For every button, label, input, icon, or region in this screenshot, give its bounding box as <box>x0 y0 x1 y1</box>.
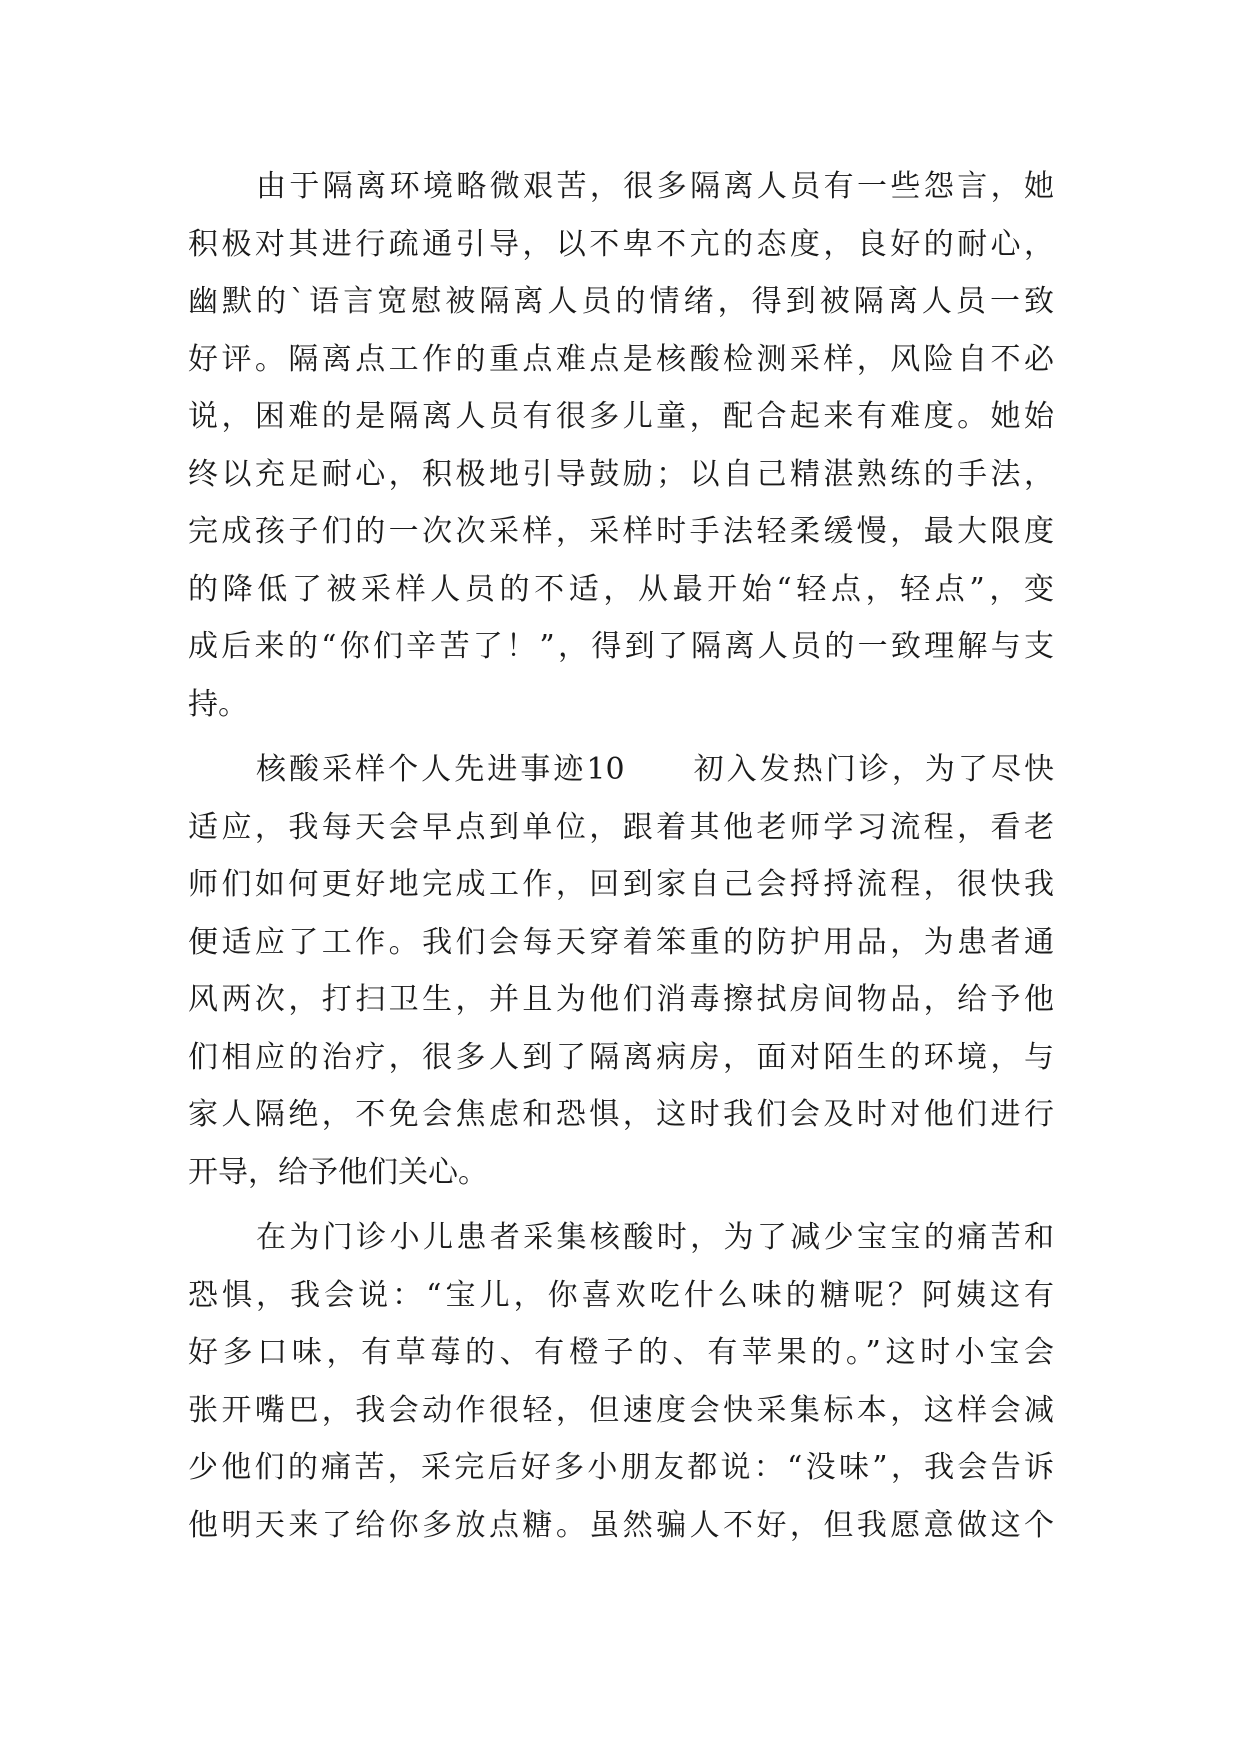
text-line: 便适应了工作。我们会每天穿着笨重的防护用品，为患者通 <box>188 924 1054 960</box>
text-line: 说，困难的是隔离人员有很多儿童，配合起来有难度。她始 <box>188 399 1054 434</box>
text-line: 他明天来了给你多放点糖。虽然骗人不好，但我愿意做这个 <box>188 1507 1054 1543</box>
text-line: 师们如何更好地完成工作，回到家自己会捋捋流程，很快我 <box>188 867 1054 902</box>
paragraph-3 <box>188 1209 1054 1554</box>
text-line: 张开嘴巴，我会动作很轻，但速度会快采集标本，这样会减 <box>188 1392 1054 1428</box>
text-line: 完成孩子们的一次次采样，采样时手法轻柔缓慢，最大限度 <box>188 514 1054 549</box>
text-line: 积极对其进行疏通引导，以不卑不亢的态度，良好的耐心， <box>188 226 1054 262</box>
paragraph-2 <box>188 741 1054 1201</box>
paragraph-gap <box>188 1201 1054 1209</box>
text-line: 风两次，打扫卫生，并且为他们消毒擦拭房间物品，给予他 <box>188 982 1054 1017</box>
text-line: 适应，我每天会早点到单位，跟着其他老师学习流程，看老 <box>188 809 1054 845</box>
text-line: 恐惧，我会说：“宝儿，你喜欢吃什么味的糖呢？阿姨这有 <box>188 1277 1054 1313</box>
text-line: 家人隔绝，不免会焦虑和恐惧，这时我们会及时对他们进行 <box>188 1097 1054 1132</box>
text-line: 持。 <box>188 686 248 722</box>
text-line: 成后来的“你们辛苦了！”，得到了隔离人员的一致理解与支 <box>188 629 1054 664</box>
text-line: 幽默的`语言宽慰被隔离人员的情绪，得到被隔离人员一致 <box>188 284 1054 319</box>
document-body <box>188 158 1054 1554</box>
text-line: 好多口味，有草莓的、有橙子的、有苹果的。”这时小宝会 <box>188 1335 1054 1370</box>
text-line: 在为门诊小儿患者采集核酸时，为了减少宝宝的痛苦和 <box>256 1220 1054 1255</box>
text-line: 开导，给予他们关心。 <box>188 1154 488 1190</box>
text-line: 的降低了被采样人员的不适，从最开始“轻点，轻点”，变 <box>188 571 1054 607</box>
text-line: 由于隔离环境略微艰苦，很多隔离人员有一些怨言，她 <box>256 169 1054 204</box>
paragraph-gap <box>188 733 1054 741</box>
text-line: 好评。隔离点工作的重点难点是核酸检测采样，风险自不必 <box>188 341 1054 377</box>
text-line: 少他们的痛苦，采完后好多小朋友都说：“没味”，我会告诉 <box>188 1450 1054 1485</box>
text-line: 核酸采样个人先进事迹10 初入发热门诊，为了尽快 <box>256 752 1054 787</box>
text-line: 们相应的治疗，很多人到了隔离病房，面对陌生的环境，与 <box>188 1039 1054 1075</box>
text-line: 终以充足耐心，积极地引导鼓励；以自己精湛熟练的手法， <box>188 456 1054 492</box>
paragraph-1 <box>188 158 1054 733</box>
